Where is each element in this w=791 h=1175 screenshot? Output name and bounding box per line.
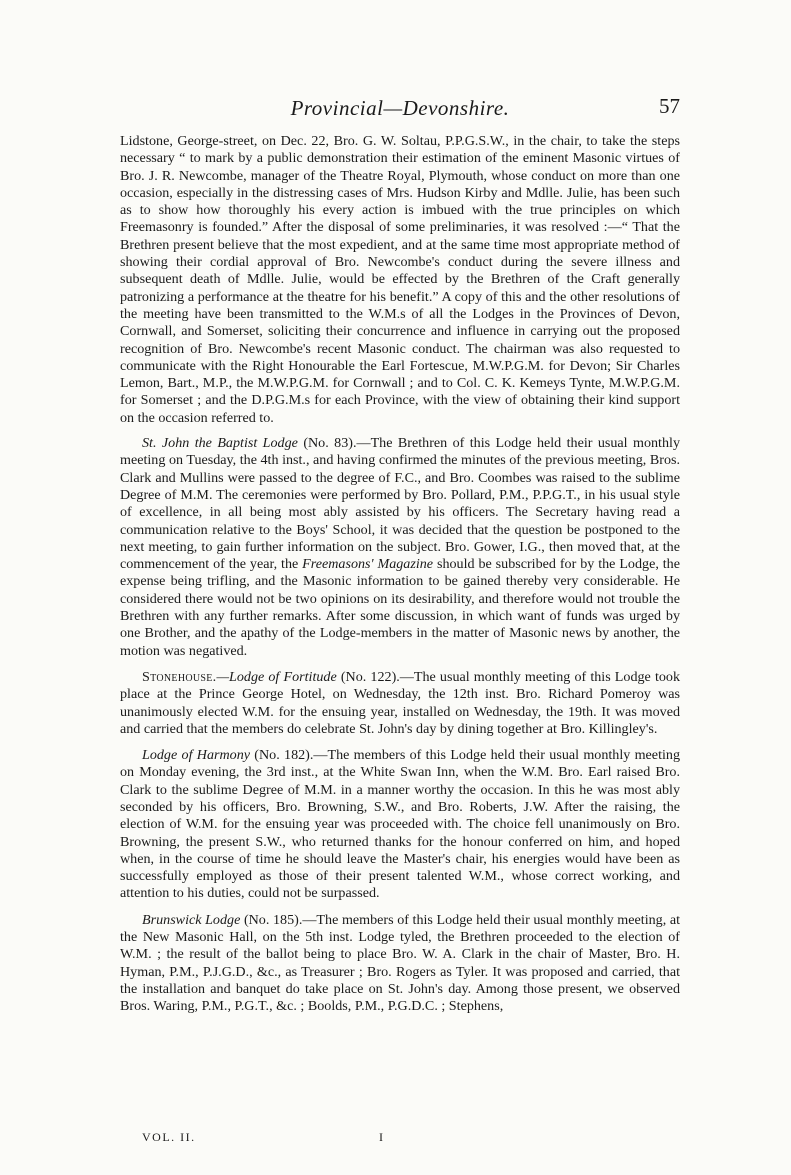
page-footer: [142, 1130, 442, 1148]
paragraph-lodge-of-fortitude: [120, 669, 680, 738]
magazine-title: Freemasons' Magazine: [302, 556, 434, 573]
body-text: [120, 133, 680, 1025]
running-title: Provincial—Devonshire.: [290, 96, 510, 120]
place-name: Stonehouse.: [142, 668, 217, 685]
paragraph-text: (No. 83).—The Brethren of this Lodge held their usual monthly meeting on Tuesday, the 4th inst., and having confirmed the minutes of the previous meeting, Bros. Clark and Mullins were passed to the degree of F.C., and Bro. Coombes was raised to the sublime Degree of M.M. The ceremonies were performed by Bro. Pollard, P.M., P.P.G.T., in his usual style of excellence, in all being most ably assisted by his officers. The Secretary having read a communication relative to the Boys' School, it was decided that the question be postponed to the next meeting, to gain further information on the subject. Bro. Gower, I.G., then moved that, at the commencement of the year, the: [120, 435, 680, 573]
paragraph-text-tail: should be subscribed for by the Lodge, the expense being trifling, and the Masonic information to be gained thereby very considerable. He considered there would not be two opinions on its desirability, and therefore would not trouble the Brethren with any further remarks. After some discussion, in which want of funds was urged by one Brother, and the apathy of the Lodge-members in the matter of Masonic news by another, the motion was negatived.: [120, 556, 680, 659]
volume-mark: VOL. II.: [142, 1130, 196, 1144]
lodge-name: Lodge of Harmony: [142, 747, 251, 764]
paragraph-text: Lidstone, George-street, on Dec. 22, Bro. G. W. Soltau, P.P.G.S.W., in the chair, to take the steps necessary “ to mark by a public demonstration their estimation of the eminent Masonic virtues of Bro. J. R. Newcombe, manager of the Theatre Royal, Plymouth, whose conduct on more than one occasion, especially in the distressing cases of Mrs. Hudson Kirby and Mdlle. Julie, has been such as to show how thoroughly his every action is imbued with the true principles on which Freemasonry is founded.” After the disposal of some preliminaries, it was resolved :—“ That the Brethren present believe that the most expedient, and at the same time most appropriate method of showing their cordial approval of Bro. Newcombe's conduct during the severe illness and subsequent death of Mdlle. Julie, would be effected by the Brethren of the Craft generally patronizing a performance at the theatre for his benefit.” A copy of this and the other resolutions of the meeting have been transmitted to the W.M.s of all the Lodges in the Provinces of Devon, Cornwall, and Somerset, soliciting their concurrence and influence in carrying out the proposed recognition of Bro. Newcombe's recent Masonic conduct. The chairman was also requested to communicate with the Right Honourable the Earl Fortescue, M.W.P.G.M. for Devon; Sir Charles Lemon, Bart., M.P., the M.W.P.G.M. for Cornwall ; and to Col. C. K. Kemeys Tynte, M.W.P.G.M. for Somerset ; and the D.P.G.M.s for each Province, with the view of obtaining their kind support on the occasion referred to.: [120, 133, 680, 426]
paragraph-text: (No. 185).—The members of this Lodge held their usual monthly meeting, at the New Masonic Hall, on the 5th inst. Lodge tyled, the Brethren proceeded to the election of W.M. ; the result of the ballot being to place Bro. W. A. Clark in the chair of Master, Bro. H. Hyman, P.M., P.J.G.D., &c., as Treasurer ; Bro. Rogers as Tyler. It was proposed and carried, that the installation and banquet do take place on St. John's day. Among those present, we observed Bros. Waring, P.M., P.G.T., &c. ; Boolds, P.M., P.G.D.C. ; Stephens,: [120, 911, 680, 1015]
lodge-name: St. John the Baptist Lodge: [142, 435, 298, 452]
lodge-name: Brunswick Lodge: [142, 911, 241, 928]
page-header: [120, 96, 680, 126]
paragraph-newcombe: [120, 133, 680, 427]
paragraph-lodge-of-harmony: [120, 747, 680, 903]
lodge-name: —Lodge of Fortitude: [216, 668, 337, 685]
page-number: 57: [659, 94, 680, 118]
paragraph-text: (No. 182).—The members of this Lodge held their usual monthly meeting on Monday evening, the 3rd inst., at the White Swan Inn, when the W.M. Bro. Earl raised Bro. Clark to the sublime Degree of M.M. in a manner worthy the occasion. In this he was most ably seconded by his officers, Bro. Browning, S.W., and Bro. Roberts, J.W. After the raising, the election of W.M. for the ensuing year was proceeded with. The choice fell unanimously on Bro. Browning, the present S.W., who returned thanks for the honour conferred on him, and hoped when, in the course of time he should leave the Master's chair, his energies would have been as successfully employed as those of their present talented W.M., whose correct working, and attention to his duties, could not be surpassed.: [120, 747, 680, 902]
paragraph-text: (No. 122).—The usual monthly meeting of this Lodge took place at the Prince George Hotel, on Wednesday, the 12th inst. Bro. Richard Pomeroy was unanimously elected W.M. for the ensuing year, installed on Wednesday, the 19th. It was moved and carried that the members do celebrate St. John's day by dining together at Bro. Killingley's.: [120, 668, 680, 737]
signature-mark: I: [379, 1130, 385, 1144]
paragraph-brunswick-lodge: [120, 912, 680, 1016]
paragraph-st-john-lodge: [120, 435, 680, 660]
